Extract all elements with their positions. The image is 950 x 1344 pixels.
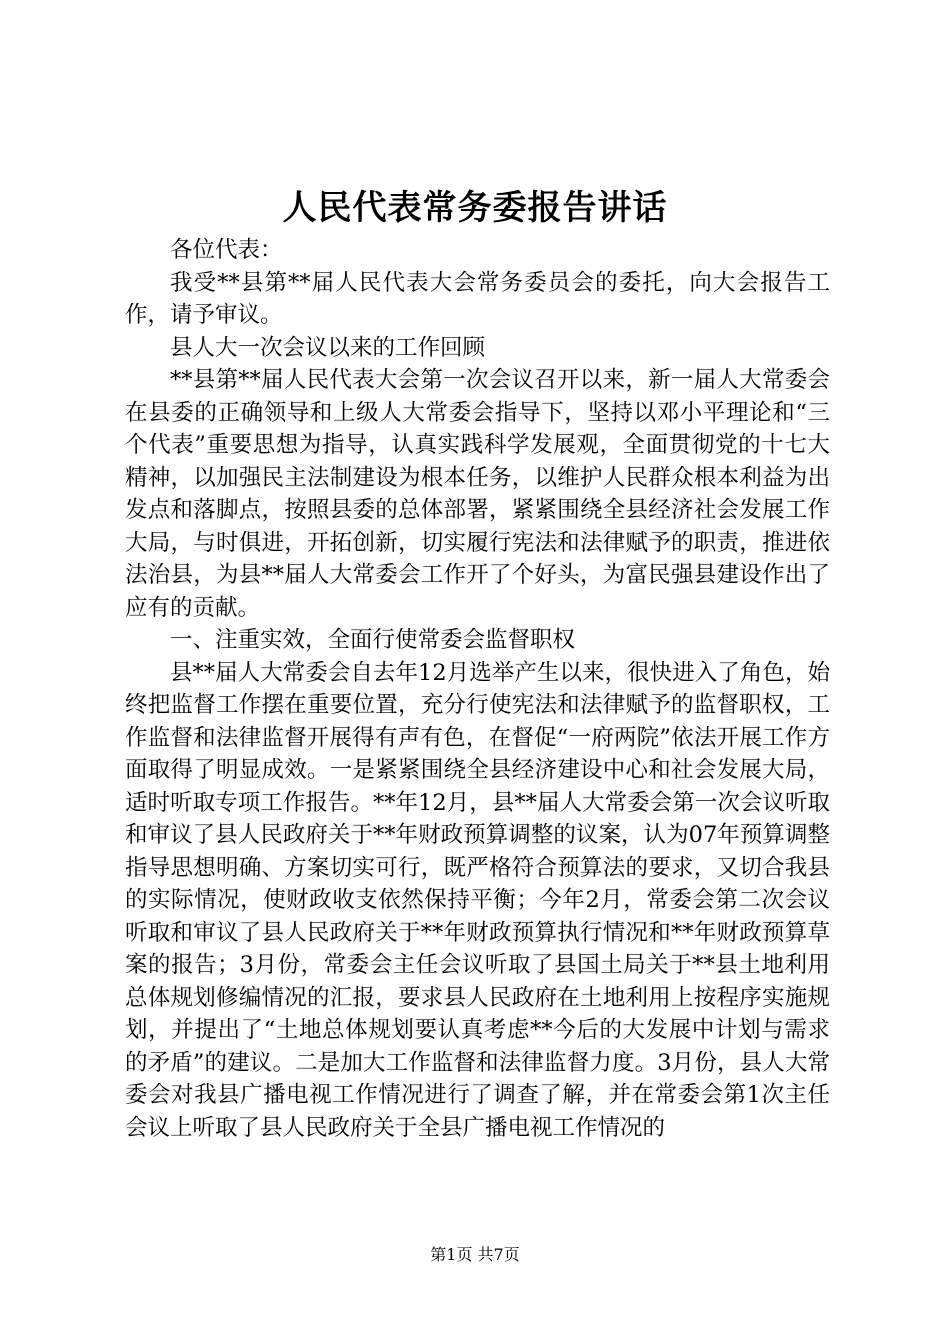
body-paragraph: 我受**县第**届人民代表大会常务委员会的委托，向大会报告工作，请予审议。 [125, 269, 830, 328]
page-number-footer: 第1页 共7页 [430, 1245, 520, 1264]
document-title: 人民代表常务委报告讲话 [282, 188, 668, 228]
section-heading: 县人大一次会议以来的工作回顾 [170, 334, 486, 361]
section-heading: 一、注重实效，全面行使常委会监督职权 [170, 627, 576, 653]
body-paragraph: **县第**届人民代表大会第一次会议召开以来，新一届人大常委会在县委的正确领导和上级人大常委会指导下，坚持以邓小平理论和“三个代表”重要思想为指导，认真实践科学发展观，全面贯彻党的十七大精神，以加强民主法制建设为根本任务，以维护人民群众根本利益为出发点和落脚点，按照县委的总体部署，紧紧围绕全县经济社会发展工作大局，与时俱进，开拓创新，切实履行宪法和法律赋予的职责，推进依法治县，为县**届人大常委会工作开了个好头，为富民强县建设作出了应有的贡献。 [125, 367, 830, 621]
document-body [125, 234, 830, 1144]
salutation: 各位代表： [170, 237, 283, 263]
body-paragraph: 县**届人大常委会自去年12月选举产生以来，很快进入了角色，始终把监督工作摆在重要位置，充分行使宪法和法律赋予的监督职权，工作监督和法律监督开展得有声有色，在督促“一府两院”依法开展工作方面取得了明显成效。一是紧紧围绕全县经济建设中心和社会发展大局，适时听取专项工作报告。**年12月，县**届人大常委会第一次会议听取和审议了县人民政府关于**年财政预算调整的议案，认为07年预算调整指导思想明确、方案切实可行，既严格符合预算法的要求，又切合我县的实际情况，使财政收支依然保持平衡；今年2月，常委会第二次会议听取和审议了县人民政府关于**年财政预算执行情况和**年财政预算草案的报告；3月份，常委会主任会议听取了县国土局关于**县土地利用总体规划修编情况的汇报，要求县人民政府在土地利用上按程序实施规划，并提出了“土地总体规划要认真考虑**今后的大发展中计划与需求的矛盾”的建议。二是加大工作监督和法律监督力度。3月份，县人大常委会对我县广播电视工作情况进行了调查了解，并在常委会第1次主任会议上听取了县人民政府关于全县广播电视工作情况的 [125, 659, 830, 1141]
